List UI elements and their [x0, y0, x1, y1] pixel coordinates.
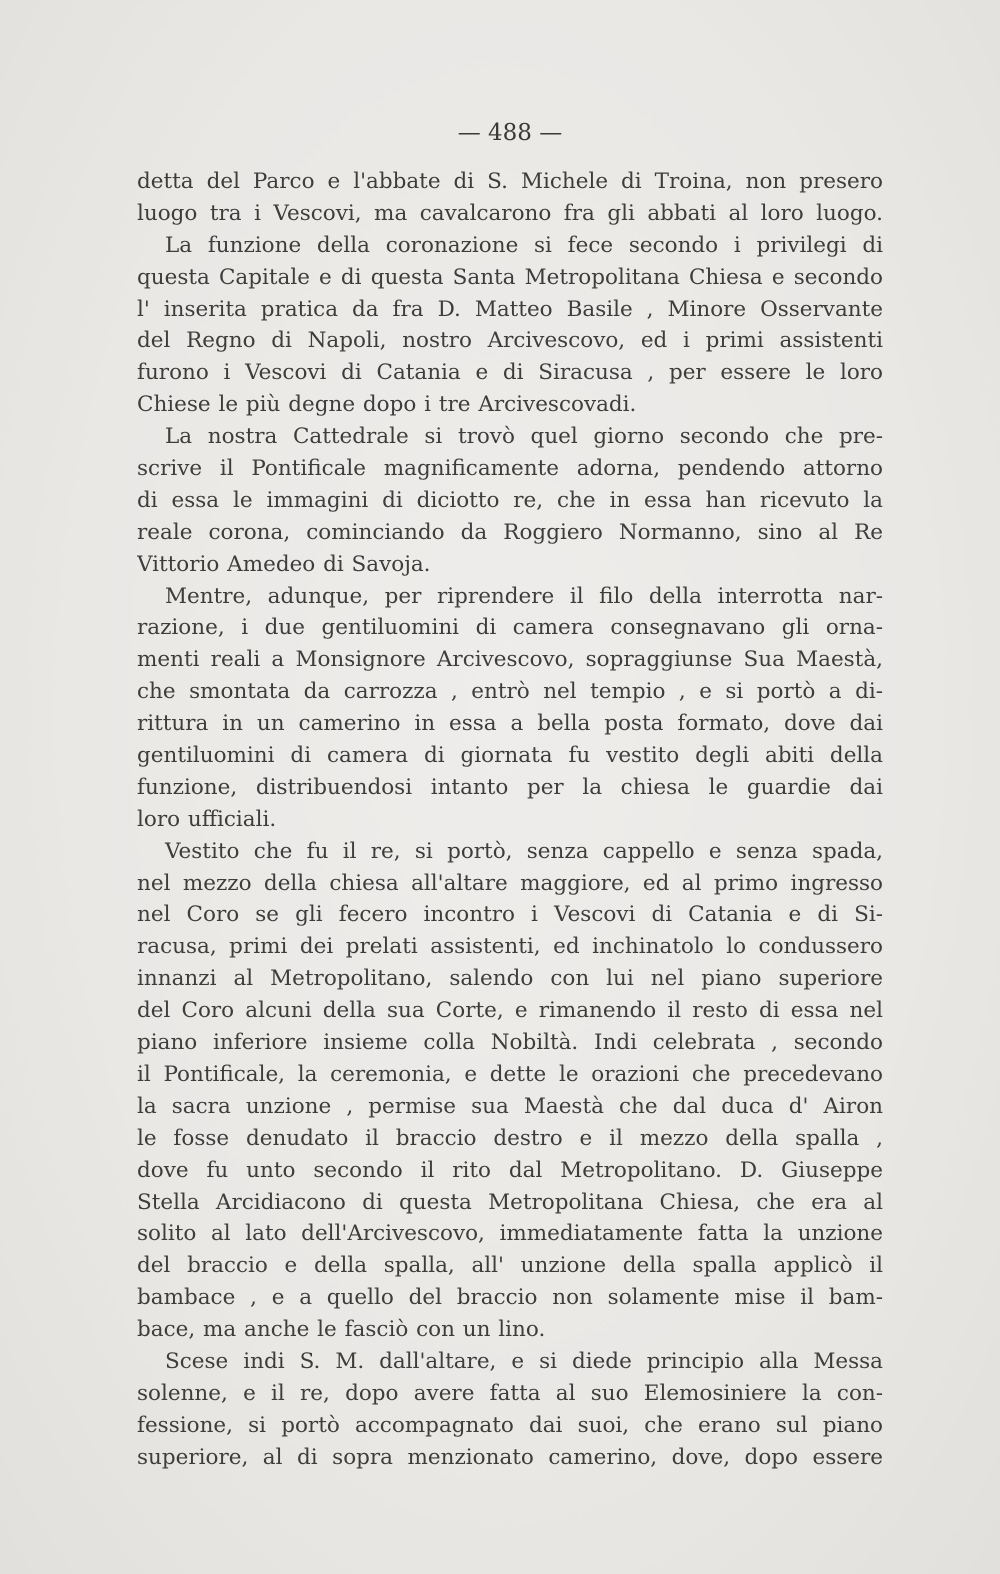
text-line: solito al lato dell'Arcivescovo, immediatamente fatta la unzione	[137, 1221, 883, 1247]
text-line: che smontata da carrozza , entrò nel tempio , e si portò a di-	[137, 679, 883, 705]
text-line: Vestito che fu il re, si portò, senza cappello e senza spada,	[165, 838, 883, 864]
text-line: Scese indi S. M. dall'altare, e si diede principio alla Messa	[165, 1348, 883, 1374]
text-line: La nostra Cattedrale si trovò quel giorno secondo che pre-	[165, 424, 883, 450]
text-line: bace, ma anche le fasciò con un lino.	[137, 1317, 546, 1343]
text-line: del Regno di Napoli, nostro Arcivescovo, ed i primi assistenti	[137, 328, 883, 354]
text-line: bambace , e a quello del braccio non solamente mise il bam-	[137, 1285, 883, 1311]
text-line: Stella Arcidiacono di questa Metropolitana Chiesa, che era al	[137, 1189, 883, 1215]
text-line: fessione, si portò accompagnato dai suoi, che erano sul piano	[137, 1412, 883, 1438]
text-line: menti reali a Monsignore Arcivescovo, sopraggiunse Sua Maestà,	[137, 647, 883, 673]
text-line: La funzione della coronazione si fece secondo i privilegi di	[165, 232, 883, 258]
text-line: reale corona, cominciando da Roggiero Normanno, sino al Re	[137, 519, 883, 545]
text-line: funzione, distribuendosi intanto per la chiesa le guardie dai	[137, 774, 883, 800]
text-line: Mentre, adunque, per riprendere il filo della interrotta nar-	[165, 583, 883, 609]
text-line: scrive il Pontificale magnificamente adorna, pendendo attorno	[137, 456, 883, 482]
text-line: loro ufficiali.	[137, 806, 277, 832]
text-line: questa Capitale e di questa Santa Metropolitana Chiesa e secondo	[137, 264, 883, 290]
text-line: furono i Vescovi di Catania e di Siracusa , per essere le loro	[137, 360, 883, 386]
text-line: gentiluomini di camera di giornata fu vestito degli abiti della	[137, 743, 883, 769]
text-line: dove fu unto secondo il rito dal Metropolitano. D. Giuseppe	[137, 1157, 883, 1183]
text-line: luogo tra i Vescovi, ma cavalcarono fra gli abbati al loro luogo.	[137, 200, 883, 226]
text-line: detta del Parco e l'abbate di S. Michele di Troina, non presero	[137, 169, 883, 194]
text-line: racusa, primi dei prelati assistenti, ed inchinatolo lo condussero	[137, 934, 883, 960]
text-line: razione, i due gentiluomini di camera consegnavano gli orna-	[137, 615, 883, 641]
text-line: del Coro alcuni della sua Corte, e rimanendo il resto di essa nel	[137, 998, 883, 1024]
text-line: innanzi al Metropolitano, salendo con lui nel piano superiore	[137, 966, 883, 992]
text-line: di essa le immagini di diciotto re, che in essa han ricevuto la	[137, 487, 883, 513]
text-line: del braccio e della spalla, all' unzione della spalla applicò il	[137, 1253, 883, 1279]
text-line: solenne, e il re, dopo avere fatta al suo Elemosiniere la con-	[137, 1380, 883, 1406]
text-line: nel Coro se gli fecero incontro i Vescovi di Catania e di Si-	[137, 902, 883, 928]
text-line: superiore, al di sopra menzionato camerino, dove, dopo essere	[137, 1444, 883, 1470]
text-line: Vittorio Amedeo di Savoja.	[137, 551, 431, 577]
text-line: Chiese le più degne dopo i tre Arcivescovadi.	[137, 392, 637, 418]
text-line: l' inserita pratica da fra D. Matteo Basile , Minore Osservante	[137, 296, 883, 322]
text-line: rittura in un camerino in essa a bella posta formato, dove dai	[137, 711, 883, 737]
text-line: nel mezzo della chiesa all'altare maggiore, ed al primo ingresso	[137, 870, 883, 896]
text-line: piano inferiore insieme colla Nobiltà. Indi celebrata , secondo	[137, 1030, 883, 1056]
text-line: la sacra unzione , permise sua Maestà che dal duca d' Airon	[137, 1093, 883, 1119]
body-text	[137, 166, 883, 1474]
text-line: le fosse denudato il braccio destro e il mezzo della spalla ,	[137, 1125, 883, 1151]
text-line: il Pontificale, la ceremonia, e dette le orazioni che precedevano	[137, 1061, 883, 1087]
page-number: — 488 —	[457, 120, 563, 146]
